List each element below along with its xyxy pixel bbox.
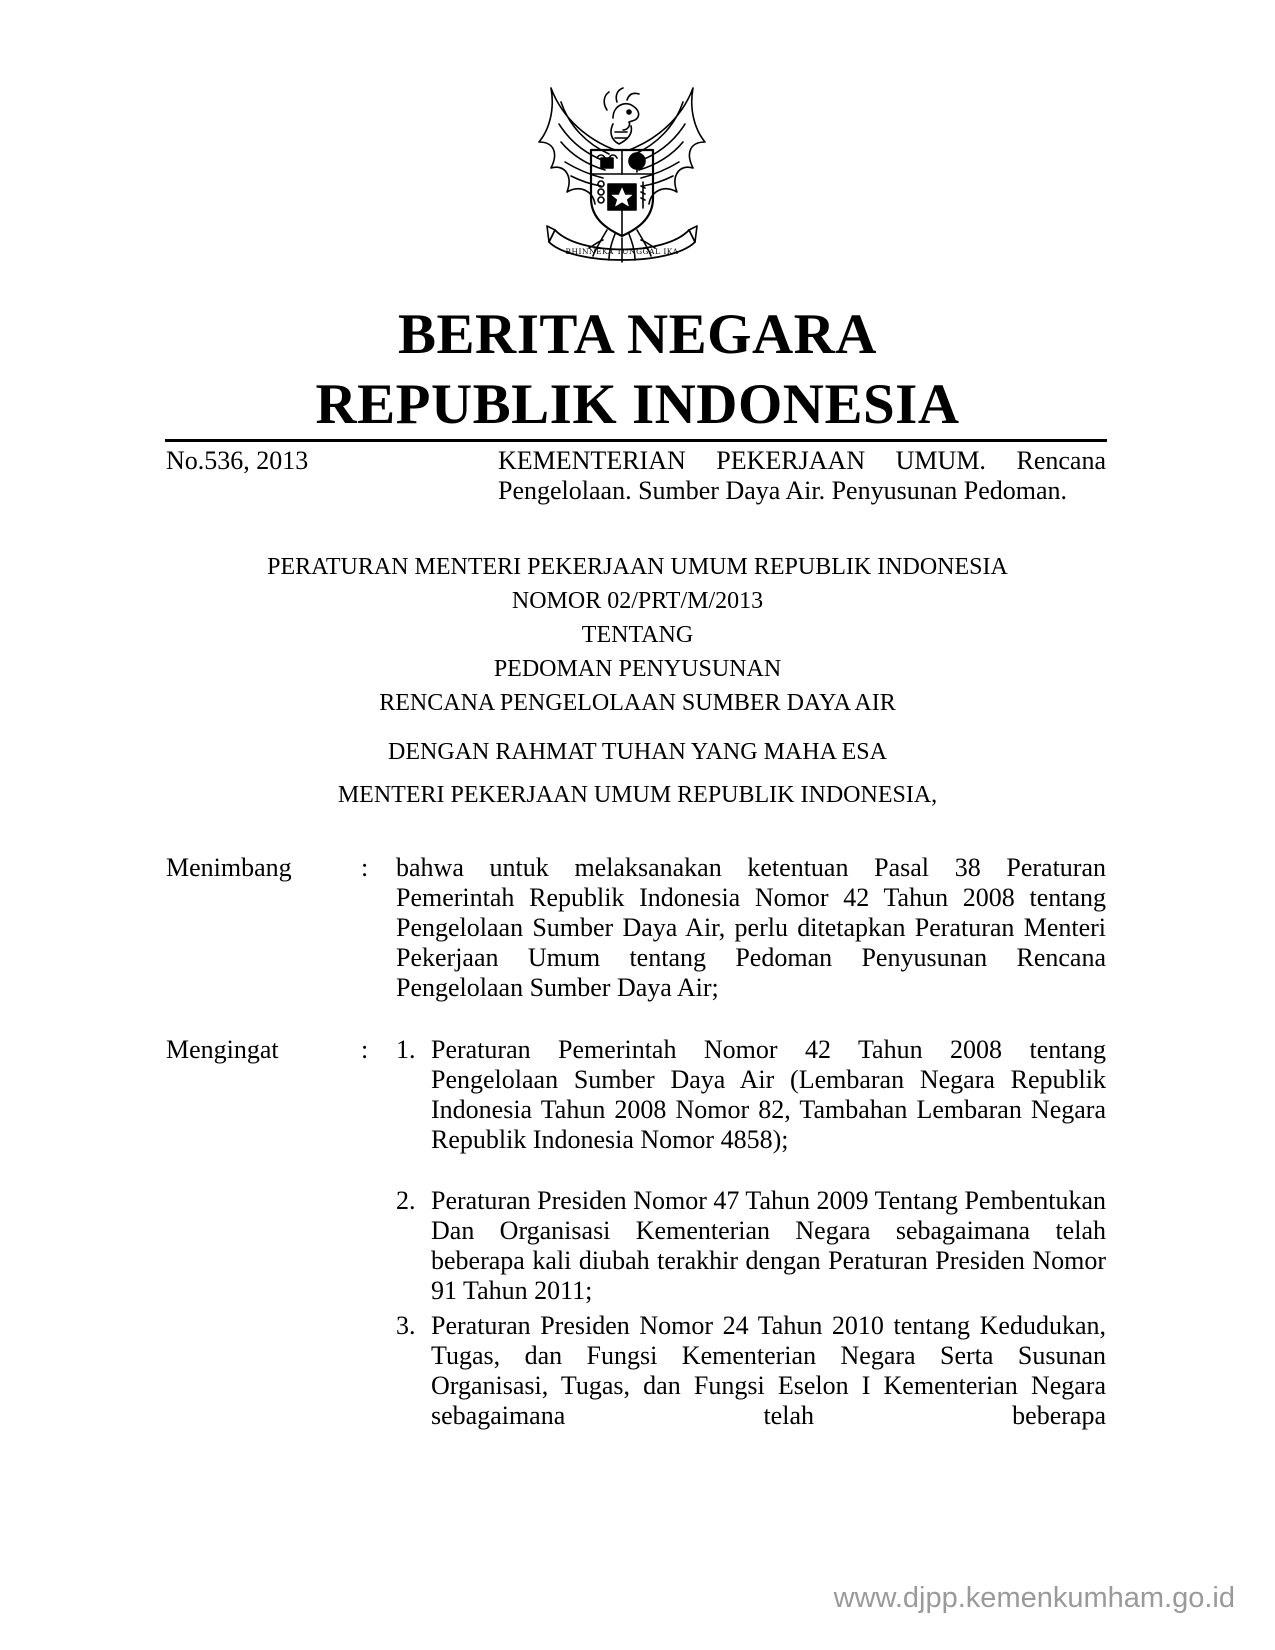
garuda-emblem-icon <box>529 80 715 276</box>
list-item: Peraturan Presiden Nomor 47 Tahun 2009 Tentang Pembentukan Dan Organisasi Kementerian Negara sebagaimana telah beberapa kali diubah terakhir dengan Peraturan Presiden Nomor 91 Tahun 2011; <box>431 1186 1106 1305</box>
gazette-title-line2: REPUBLIK INDONESIA <box>315 373 960 436</box>
list-item-number: 3. <box>396 1311 416 1340</box>
list-item: Peraturan Pemerintah Nomor 42 Tahun 2008 tentang Pengelolaan Sumber Daya Air (Lembaran Negara Republik Indonesia Tahun 2008 Nomor 82, Tambahan Lembaran Negara Republik Indonesia Nomor 4858); <box>431 1035 1106 1154</box>
menimbang-label: Menimbang <box>166 853 292 882</box>
list-item-number: 1. <box>396 1035 416 1064</box>
gazette-subject: KEMENTERIAN PEKERJAAN UMUM. Rencana Pengelolaan. Sumber Daya Air. Penyusunan Pedoman. <box>498 446 1106 505</box>
mengingat-colon: : <box>361 1035 369 1064</box>
list-item: Peraturan Presiden Nomor 24 Tahun 2010 tentang Kedudukan, Tugas, dan Fungsi Kementerian Negara Serta Susunan Organisasi, Tugas, dan Fungsi Eselon I Kementerian Negara sebagaimana telah beberapa <box>431 1311 1106 1430</box>
menimbang-colon: : <box>361 853 369 882</box>
mengingat-label: Mengingat <box>166 1035 279 1064</box>
header-divider <box>165 439 1107 442</box>
regulation-title: PERATURAN MENTERI PEKERJAAN UMUM REPUBLIK INDONESIA <box>267 554 1008 580</box>
preamble-line1: DENGAN RAHMAT TUHAN YANG MAHA ESA <box>388 739 887 765</box>
regulation-subject-line2: RENCANA PENGELOLAAN SUMBER DAYA AIR <box>379 690 896 716</box>
regulation-subject-line1: PEDOMAN PENYUSUNAN <box>493 656 782 682</box>
gazette-number: No.536, 2013 <box>166 446 309 475</box>
list-item-number: 2. <box>396 1186 416 1215</box>
svg-text:BHINNEKA TUNGGAL IKA: BHINNEKA TUNGGAL IKA <box>565 247 679 256</box>
regulation-number: NOMOR 02/PRT/M/2013 <box>511 588 764 614</box>
regulation-about: TENTANG <box>581 622 694 648</box>
preamble-line2: MENTERI PEKERJAAN UMUM REPUBLIK INDONESIA, <box>337 782 938 808</box>
gazette-title-line1: BERITA NEGARA <box>398 303 877 366</box>
menimbang-text: bahwa untuk melaksanakan ketentuan Pasal 38 Peraturan Pemerintah Republik Indonesia Nomor 42 Tahun 2008 tentang Pengelolaan Sumber Daya Air, perlu ditetapkan Peraturan Menteri Pekerjaan Umum tentang Pedoman Penyusunan Rencana Pengelolaan Sumber Daya Air; <box>396 853 1106 1002</box>
footer-url-watermark: www.djpp.kemenkumham.go.id <box>833 1582 1235 1614</box>
